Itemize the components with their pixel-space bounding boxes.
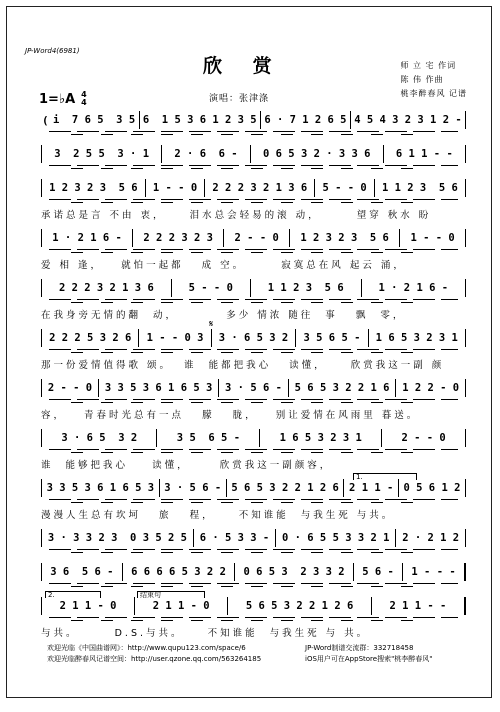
footer-group-info: JP-Word制谱交流群：332718458 [305, 644, 414, 652]
time-signature-bottom: 4 [81, 98, 87, 107]
singer-credit: 演唱：张津涤 [209, 94, 270, 104]
key-label: 1=♭A [39, 91, 76, 107]
transcriber-credit: 桃李醉春风 记谱 [400, 89, 467, 98]
beam-underline-2 [71, 502, 426, 503]
beam-underline-2 [71, 134, 426, 135]
key-signature [39, 91, 87, 107]
notes-line [41, 529, 466, 547]
open-paren: ( [42, 113, 49, 127]
measure: 4 5 4 3 2 3 1 2 - [354, 114, 462, 126]
measure: 1 - - - [411, 566, 456, 578]
measure: 6 1 1 - - [395, 148, 453, 160]
measure: 5 6 - [362, 566, 394, 578]
measure: 1 1 2 3 5 6 [267, 282, 344, 294]
score-system [41, 179, 466, 229]
lyrics-line: 谁 能够把我心 读懂， 欣赏我这一副颜容， [41, 460, 333, 471]
lyrics-line: 容， 青春时光总有一点 朦 胧， 别让爱情在风雨里 暮送。 [41, 410, 420, 421]
measure: 3 3 5 3 6 1 6 5 3 [104, 382, 213, 394]
measure: 2 - - 0 [47, 382, 93, 394]
beam-underline [49, 399, 458, 400]
coda-bracket: 结束句 [137, 591, 205, 598]
beam-underline [49, 499, 458, 500]
beam-underline [49, 299, 458, 300]
beam-underline-2 [71, 452, 426, 453]
beam-underline [49, 617, 458, 618]
measure: 3 2 5 5 3 · 1 [54, 148, 150, 160]
lyrics-line: 爱 相 逢， 就怕一起都 成 空。 寂寞总在风 起云 涌， [41, 260, 406, 271]
barline [465, 429, 466, 447]
measure: 3 5 6 5 - [176, 432, 241, 444]
measure: i 7 6 5 3 5 [52, 114, 136, 126]
credits [400, 59, 467, 101]
measure: 3 · 3 3 2 3 0 3 5 2 5 [47, 532, 187, 544]
notes-line [41, 563, 466, 581]
measure: 2 2 2 3 2 1 3 6 [212, 182, 308, 194]
lyricist-credit: 师 立 宅 作词 [400, 61, 457, 70]
measure: 3 · 6 5 3 2 [218, 332, 289, 344]
beam-underline-2 [71, 202, 426, 203]
barline [464, 563, 466, 581]
measure: 3 · 5 6 - [164, 482, 222, 494]
score-system [41, 145, 466, 179]
measure: 5 6 5 3 2 2 1 2 6 [245, 600, 354, 612]
score-system [41, 379, 466, 429]
beam-underline-2 [71, 552, 426, 553]
beam-underline-2 [71, 620, 426, 621]
score-body [41, 111, 466, 647]
notes-line [41, 145, 466, 163]
beam-underline [49, 583, 458, 584]
barline [465, 145, 466, 163]
measure: 1 - - 0 [410, 232, 455, 244]
score-system [41, 111, 466, 145]
beam-underline-2 [71, 302, 426, 303]
measure: 5 - - 0 [188, 282, 233, 294]
score-system [41, 591, 466, 647]
segno-icon: 𝄋 [209, 319, 214, 330]
lyrics-line: 承诺总是言 不由 衷， 泪水总会轻易的滚 动， 望穿 秋水 盼 [41, 210, 432, 221]
beam-underline [49, 249, 458, 250]
beam-underline-2 [71, 252, 426, 253]
score-system [41, 429, 466, 479]
beam-underline-2 [71, 586, 426, 587]
composer-credit: 陈 伟 作曲 [400, 75, 444, 84]
measure: 3 3 5 3 6 1 6 5 3 [46, 482, 155, 494]
footer-link-qzone[interactable]: 欢迎光临醉春风记谱空间：http://user.qzone.qq.com/563264185 [47, 655, 262, 663]
measure: 2 · 6 6 - [174, 148, 238, 160]
lyrics-line: 那一份爱情值得歌 颂。 谁 能都把我心 读懂， 欣赏我这一副 颜 [41, 360, 445, 371]
song-title: 欣 赏 [203, 55, 284, 77]
barline [465, 329, 466, 347]
measure: 2 · 2 1 2 [402, 532, 460, 544]
measure: 3 · 6 5 3 2 [61, 432, 138, 444]
measure: 1 2 2 - 0 [402, 382, 460, 394]
measure: 2 - - 0 [401, 432, 446, 444]
measure: 1 2 3 2 3 5 6 [49, 182, 138, 194]
score-system [41, 319, 466, 379]
measure: 2 - - 0 [234, 232, 279, 244]
beam-underline [49, 131, 458, 132]
beam-underline-2 [71, 352, 426, 353]
lyrics-line: 漫漫人生总有坎坷 旅 程， 不知谁能 与我生死 与共。 [41, 510, 395, 521]
measure: 2 1 1 - [349, 482, 394, 494]
score-system [41, 529, 466, 563]
barline [465, 529, 466, 547]
beam-underline [49, 349, 458, 350]
measure: 0 6 5 3 2 · 3 3 6 [263, 148, 371, 160]
software-id: JP-Word4(6981) [25, 47, 80, 55]
measure: 5 6 5 3 2 2 1 6 [294, 382, 390, 394]
time-signature [81, 91, 87, 107]
measure: 6 · 7 1 2 6 5 [264, 114, 347, 126]
measure: 2 1 1 - 0 [152, 600, 210, 612]
beam-underline-2 [71, 168, 426, 169]
notes-line [41, 479, 466, 497]
measure: 2 1 1 - 0 [59, 600, 117, 612]
measure: 3 · 5 6 - [225, 382, 282, 394]
notes-line [41, 429, 466, 447]
measure: 5 6 5 3 2 2 1 2 6 [231, 482, 339, 494]
time-signature-top: 4 [81, 90, 87, 99]
footer-link-qupu[interactable]: 欢迎光临《中国曲谱网》：http://www.qupu123.com/space/6 [47, 644, 246, 652]
score-system [41, 563, 466, 597]
score-page [6, 6, 492, 698]
lyrics-line: 与共。 D.S.与共。 不知谁能 与我生死 与 共。 [41, 628, 370, 639]
measure: 3 6 5 6 - [50, 566, 114, 578]
measure: 1 2 3 2 3 5 6 [300, 232, 389, 244]
measure: 5 - - 0 [322, 182, 367, 194]
second-ending-bracket: 2. [45, 591, 101, 598]
notes-line [41, 111, 466, 129]
measure: 2 2 2 3 2 3 [143, 232, 213, 244]
score-system [41, 473, 466, 529]
footer-left [47, 643, 261, 665]
measure: 1 6 5 3 2 3 1 [375, 332, 458, 344]
beam-underline [49, 199, 458, 200]
measure: 0 6 5 3 2 3 3 2 [243, 566, 345, 578]
barline [465, 479, 466, 497]
barline [464, 597, 466, 615]
notes-line [41, 329, 466, 347]
measure: 1 · 2 1 6 - [378, 282, 449, 294]
measure: 3 5 6 5 - [303, 332, 361, 344]
barline [465, 379, 466, 397]
beam-underline [49, 549, 458, 550]
barline [465, 229, 466, 247]
measure: 6 1 5 3 6 1 2 3 5 [142, 114, 257, 126]
score-system [41, 229, 466, 279]
notes-line [41, 279, 466, 297]
measure: 0 · 6 5 5 3 3 2 1 [282, 532, 390, 544]
measure: 0 5 6 1 2 [403, 482, 461, 494]
notes-line [41, 179, 466, 197]
measure: 2 1 1 - - [389, 600, 447, 612]
barline [465, 111, 466, 129]
notes-line [41, 597, 466, 615]
beam-underline [49, 165, 458, 166]
beam-underline-2 [71, 402, 426, 403]
notes-line [41, 229, 466, 247]
footer-ios-info: iOS用户可在AppStore搜索"桃李醉春风" [305, 655, 433, 663]
measure: 1 - - 0 3 [146, 332, 204, 344]
measure: 6 · 5 3 3 - [199, 532, 270, 544]
first-ending-bracket: 1. [353, 473, 417, 480]
measure: 1 · 2 1 6 - [52, 232, 122, 244]
score-system [41, 279, 466, 329]
barline [465, 279, 466, 297]
lyrics-line: 在我身旁无情的翻 动， 多少 情浓 随往 事 飘 零， [41, 310, 406, 321]
measure: 1 6 5 3 2 3 1 [279, 432, 362, 444]
measure: 1 1 2 3 5 6 [382, 182, 458, 194]
footer-right [305, 643, 433, 665]
notes-line [41, 379, 466, 397]
measure: 2 2 2 3 2 1 3 6 [58, 282, 154, 294]
measure: 1 - - 0 [152, 182, 198, 194]
beam-underline [49, 449, 458, 450]
measure: 2 2 2 5 3 2 6 [49, 332, 132, 344]
measure: 6 6 6 6 5 3 2 2 [131, 566, 226, 578]
barline [465, 179, 466, 197]
